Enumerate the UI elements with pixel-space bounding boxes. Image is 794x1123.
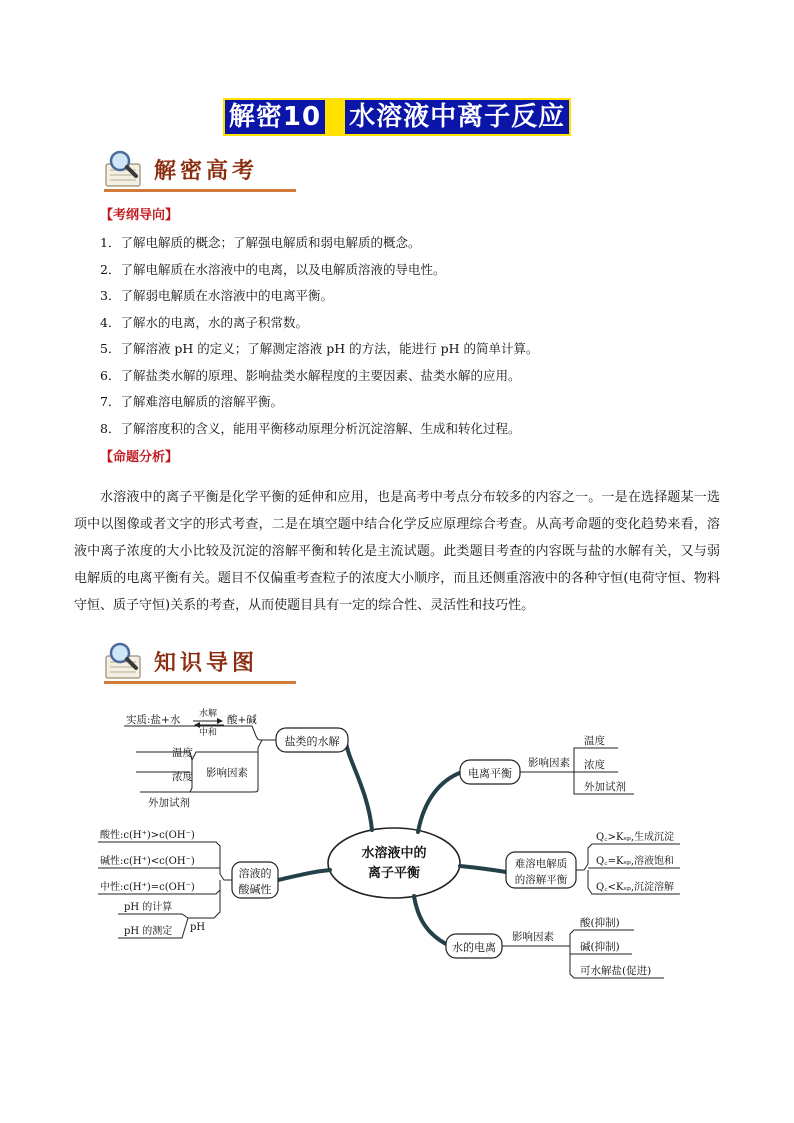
ionization-factors: 影响因素 bbox=[528, 757, 570, 769]
acidity-neutral: 中性:c(H⁺)=c(OH⁻) bbox=[100, 882, 195, 893]
hydrolysis-concentration: 浓度 bbox=[172, 771, 193, 783]
acidity-ph: pH bbox=[190, 922, 206, 933]
acidity-ph-measure: pH 的测定 bbox=[124, 926, 173, 937]
list-item: 4．了解水的电离，水的离子积常数。 bbox=[100, 314, 308, 330]
arrow-bottom-label: 中和 bbox=[198, 728, 218, 738]
ionization-label: 电离平衡 bbox=[468, 767, 512, 780]
water-base: 碱(抑制) bbox=[580, 941, 620, 953]
acidity-line2: 酸碱性 bbox=[238, 883, 272, 896]
list-item: 1．了解电解质的概念；了解强电解质和弱电解质的概念。 bbox=[100, 235, 421, 250]
arrow-top-label: 水解 bbox=[198, 709, 218, 719]
solubility-q3: Q꜀<Kₛₚ,沉淀溶解 bbox=[596, 882, 675, 893]
water-label: 水的电离 bbox=[452, 941, 496, 954]
acidity-base: 碱性:c(H⁺)<c(OH⁻) bbox=[100, 856, 195, 867]
ionization-concentration: 浓度 bbox=[584, 759, 605, 771]
ionization-temperature: 温度 bbox=[584, 735, 605, 747]
ionization-reagent: 外加试剂 bbox=[584, 781, 626, 793]
list-item: 7．了解难溶电解质的溶解平衡。 bbox=[100, 394, 283, 409]
hydrolysis-reagent: 外加试剂 bbox=[148, 797, 190, 809]
hydrolysis-essence-prefix: 实质:盐+水 bbox=[126, 714, 181, 726]
water-factors: 影响因素 bbox=[512, 931, 554, 943]
solubility-line1: 难溶电解质 bbox=[514, 858, 568, 870]
list-item: 6．了解盐类水解的原理、影响盐类水解程度的主要因素、盐类水解的应用。 bbox=[100, 367, 521, 383]
acidity-acid: 酸性:c(H⁺)>c(OH⁻) bbox=[100, 830, 195, 841]
center-line1: 水溶液中的 bbox=[361, 846, 427, 861]
title-part1: 解密10 bbox=[228, 102, 322, 132]
title-part2: 水溶液中离子反应 bbox=[349, 102, 566, 132]
water-salt: 可水解盐(促进) bbox=[580, 965, 652, 977]
section-heading-kaogang: 【考纲导向】 bbox=[100, 208, 179, 223]
solubility-line2: 的溶解平衡 bbox=[514, 874, 568, 886]
hydrolysis-essence-suffix: 酸+碱 bbox=[227, 714, 257, 726]
banner-label: 解密高考 bbox=[154, 158, 259, 184]
hydrolysis-factors: 影响因素 bbox=[206, 767, 248, 779]
list-item: 2．了解电解质在水溶液中的电离，以及电解质溶液的导电性。 bbox=[100, 261, 446, 277]
hydrolysis-label: 盐类的水解 bbox=[284, 735, 340, 748]
acidity-ph-calc: pH 的计算 bbox=[124, 902, 173, 913]
water-acid: 酸(抑制) bbox=[580, 917, 620, 929]
solubility-q1: Q꜀>Kₛₚ,生成沉淀 bbox=[596, 832, 675, 843]
acidity-line1: 溶液的 bbox=[238, 867, 272, 880]
center-oval bbox=[328, 828, 460, 898]
list-item: 5．了解溶液 pH 的定义；了解测定溶液 pH 的方法，能进行 pH 的简单计算。 bbox=[100, 341, 539, 356]
list-item: 3．了解弱电解质在水溶液中的电离平衡。 bbox=[100, 288, 333, 303]
analysis-paragraph: 水溶液中的离子平衡是化学平衡的延伸和应用，也是高考中考点分布较多的内容之一。一是在选择题某一选项中以图像或者文字的形式考查，二是在填空题中结合化学反应原理综合考查。从高考命题的变化趋势来看，溶液中离子浓度的大小比较及沉淀的溶解平衡和转化是主流试题。此类题目考查的内容既与盐的水解有关，又与弱电解质的电离平衡有关。题目不仅偏重考查粒子的浓度大小顺序，而且还侧重溶液中的各种守恒(电荷守恒、物料守恒、质子守恒)关系的考查，从而使题目具有一定的综合性、灵活性和技巧性。 bbox=[74, 490, 720, 613]
center-line2: 离子平衡 bbox=[367, 866, 421, 881]
hydrolysis-temperature: 温度 bbox=[172, 747, 193, 759]
section-heading-mingti: 【命题分析】 bbox=[100, 450, 179, 465]
banner-label: 知识导图 bbox=[154, 650, 259, 676]
list-item: 8．了解溶度积的含义，能用平衡移动原理分析沉淀溶解、生成和转化过程。 bbox=[100, 420, 521, 436]
solubility-q2: Q꜀=Kₛₚ,溶液饱和 bbox=[596, 856, 675, 867]
